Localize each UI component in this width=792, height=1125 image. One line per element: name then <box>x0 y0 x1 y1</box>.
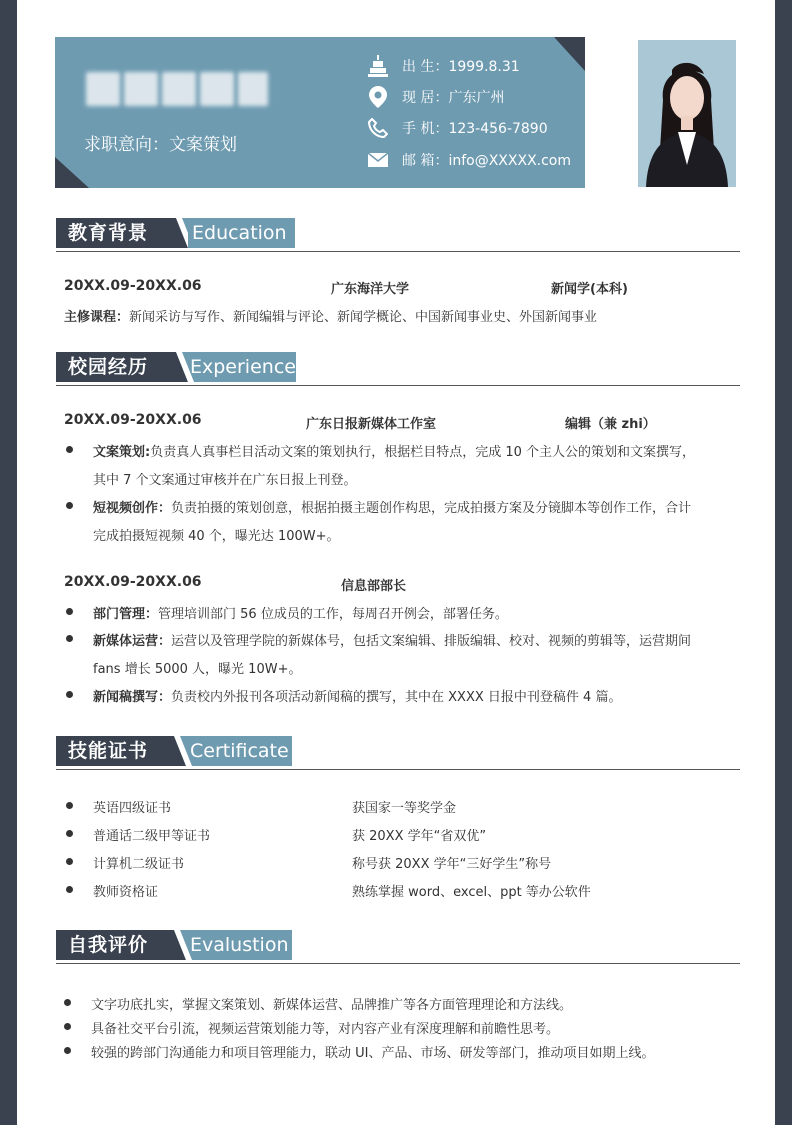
eval-item-1: 文字功底扎实，掌握文案策划、新媒体运营、品牌推广等各方面管理理论和方法线。 <box>91 998 573 1013</box>
bullet-text: 运营以及管理学院的新媒体号，包括文案编辑、排版编辑、校对、视频的剪辑等，运营期间 <box>171 634 692 649</box>
bullet-text: 负责拍摄的策划创意，根据拍摄主题创作构思，完成拍摄方案及分镜脚本等创作工作，合计 <box>171 501 692 516</box>
bullet-label: 文案策划: <box>93 445 151 460</box>
section-title-en: Education <box>170 218 295 248</box>
header-corner-decoration <box>554 37 585 71</box>
exp2-bullet2-line2: fans 增长 5000 人，曝光 10W+。 <box>93 662 302 677</box>
cert-right-2: 获 20XX 学年“省双优” <box>352 829 487 844</box>
bullet-dot <box>66 802 73 809</box>
cert-left-2: 普通话二级甲等证书 <box>93 829 211 844</box>
edu-major: 新闻学(本科) <box>551 282 628 297</box>
edu-courses-label: 主修课程： <box>64 310 130 325</box>
exp1-role: 编辑（兼 zhi） <box>565 417 656 432</box>
exp2-bullet1 <box>93 603 508 622</box>
cake-icon <box>367 55 389 77</box>
section-title-cn: 教育背景 <box>56 218 168 248</box>
left-border <box>0 0 17 1125</box>
exp1-org: 广东日报新媒体工作室 <box>306 417 437 432</box>
exp1-bullet1-line2: 其中 7 个文案通过审核并在广东日报上刊登。 <box>93 473 357 488</box>
bullet-dot <box>64 1023 71 1030</box>
bullet-dot <box>66 635 73 642</box>
exp1-bullet2-line2: 完成拍摄短视频 40 个，曝光达 100W+。 <box>93 529 340 544</box>
edu-courses-text: 新闻采访与写作、新闻编辑与评论、新闻学概论、中国新闻事业史、外国新闻事业 <box>129 310 598 325</box>
eval-item-3: 较强的跨部门沟通能力和项目管理能力，联动 UI、产品、市场、研发等部门，推动项目如期上线。 <box>91 1046 655 1061</box>
cert-right-3: 称号获 20XX 学年“三好学生”称号 <box>352 857 552 872</box>
section-title-en: Certificate <box>168 736 292 766</box>
info-email-text: 邮 箱：info@XXXXX.com <box>402 153 572 169</box>
exp2-period: 20XX.09-20XX.06 <box>64 574 202 590</box>
profile-photo <box>638 40 736 187</box>
section-certificate-header <box>56 732 740 770</box>
exp2-bullet2-line1 <box>93 630 691 649</box>
section-title-cn: 自我评价 <box>56 930 166 960</box>
bullet-dot <box>66 502 73 509</box>
exp1-bullet2-line1 <box>93 497 691 516</box>
section-rule <box>56 251 740 252</box>
bullet-text: 负责真人真事栏目活动文案的策划执行，根据栏目特点，完成 10 个主人公的策划和文案撰写， <box>150 445 696 460</box>
edu-period: 20XX.09-20XX.06 <box>64 278 202 294</box>
bullet-dot <box>66 858 73 865</box>
header-corner-decoration <box>55 157 89 188</box>
section-experience-header <box>56 348 740 386</box>
info-residence-text: 现 居：广东广州 <box>402 90 505 106</box>
section-title-en: Experience <box>170 352 296 382</box>
cert-right-4: 熟练掌握 word、excel、ppt 等办公软件 <box>352 885 591 900</box>
section-title-en: Evalustion <box>168 930 292 960</box>
info-email <box>367 148 571 172</box>
mail-icon <box>367 149 389 171</box>
eval-item-2: 具备社交平台引流，视频运营策划能力等，对内容产业有深度理解和前瞻性思考。 <box>91 1022 560 1037</box>
section-evaluation-header <box>56 926 740 964</box>
bullet-dot <box>64 999 71 1006</box>
job-objective: 求职意向：文案策划 <box>84 135 237 155</box>
exp1-bullet1-line1 <box>93 441 695 460</box>
bullet-label: 新媒体运营： <box>93 634 172 649</box>
cert-left-1: 英语四级证书 <box>93 801 172 816</box>
info-phone <box>367 116 548 140</box>
bullet-dot <box>66 608 73 615</box>
section-title-cn: 技能证书 <box>56 736 166 766</box>
exp2-role: 信息部部长 <box>341 579 407 594</box>
info-phone-text: 手 机：123-456-7890 <box>402 121 548 137</box>
cert-left-4: 教师资格证 <box>93 885 159 900</box>
section-rule <box>56 385 740 386</box>
exp2-bullet3 <box>93 686 621 705</box>
bullet-label: 部门管理： <box>93 607 159 622</box>
section-education-header <box>56 214 740 252</box>
edu-courses <box>64 306 597 325</box>
info-birth <box>367 54 520 78</box>
cert-left-3: 计算机二级证书 <box>93 857 185 872</box>
right-border <box>775 0 792 1125</box>
bullet-dot <box>66 886 73 893</box>
cert-right-1: 获国家一等奖学金 <box>352 801 457 816</box>
bullet-label: 短视频创作： <box>93 501 172 516</box>
info-residence <box>367 85 504 109</box>
bullet-dot <box>66 691 73 698</box>
edu-school: 广东海洋大学 <box>331 282 410 297</box>
bullet-text: 管理培训部门 56 位成员的工作，每周召开例会，部署任务。 <box>158 607 508 622</box>
phone-icon <box>367 117 389 139</box>
bullet-text: 负责校内外报刊各项活动新闻稿的撰写，其中在 XXXX 日报中刊登稿件 4 篇。 <box>171 690 622 705</box>
location-pin-icon <box>367 86 389 108</box>
section-title-cn: 校园经历 <box>56 352 168 382</box>
bullet-dot <box>66 830 73 837</box>
section-rule <box>56 963 740 964</box>
bullet-dot <box>66 446 73 453</box>
name-blurred <box>86 72 274 108</box>
bullet-dot <box>64 1047 71 1054</box>
section-rule <box>56 769 740 770</box>
bullet-label: 新闻稿撰写： <box>93 690 172 705</box>
info-birth-text: 出 生：1999.8.31 <box>402 59 520 75</box>
exp1-period: 20XX.09-20XX.06 <box>64 412 202 428</box>
